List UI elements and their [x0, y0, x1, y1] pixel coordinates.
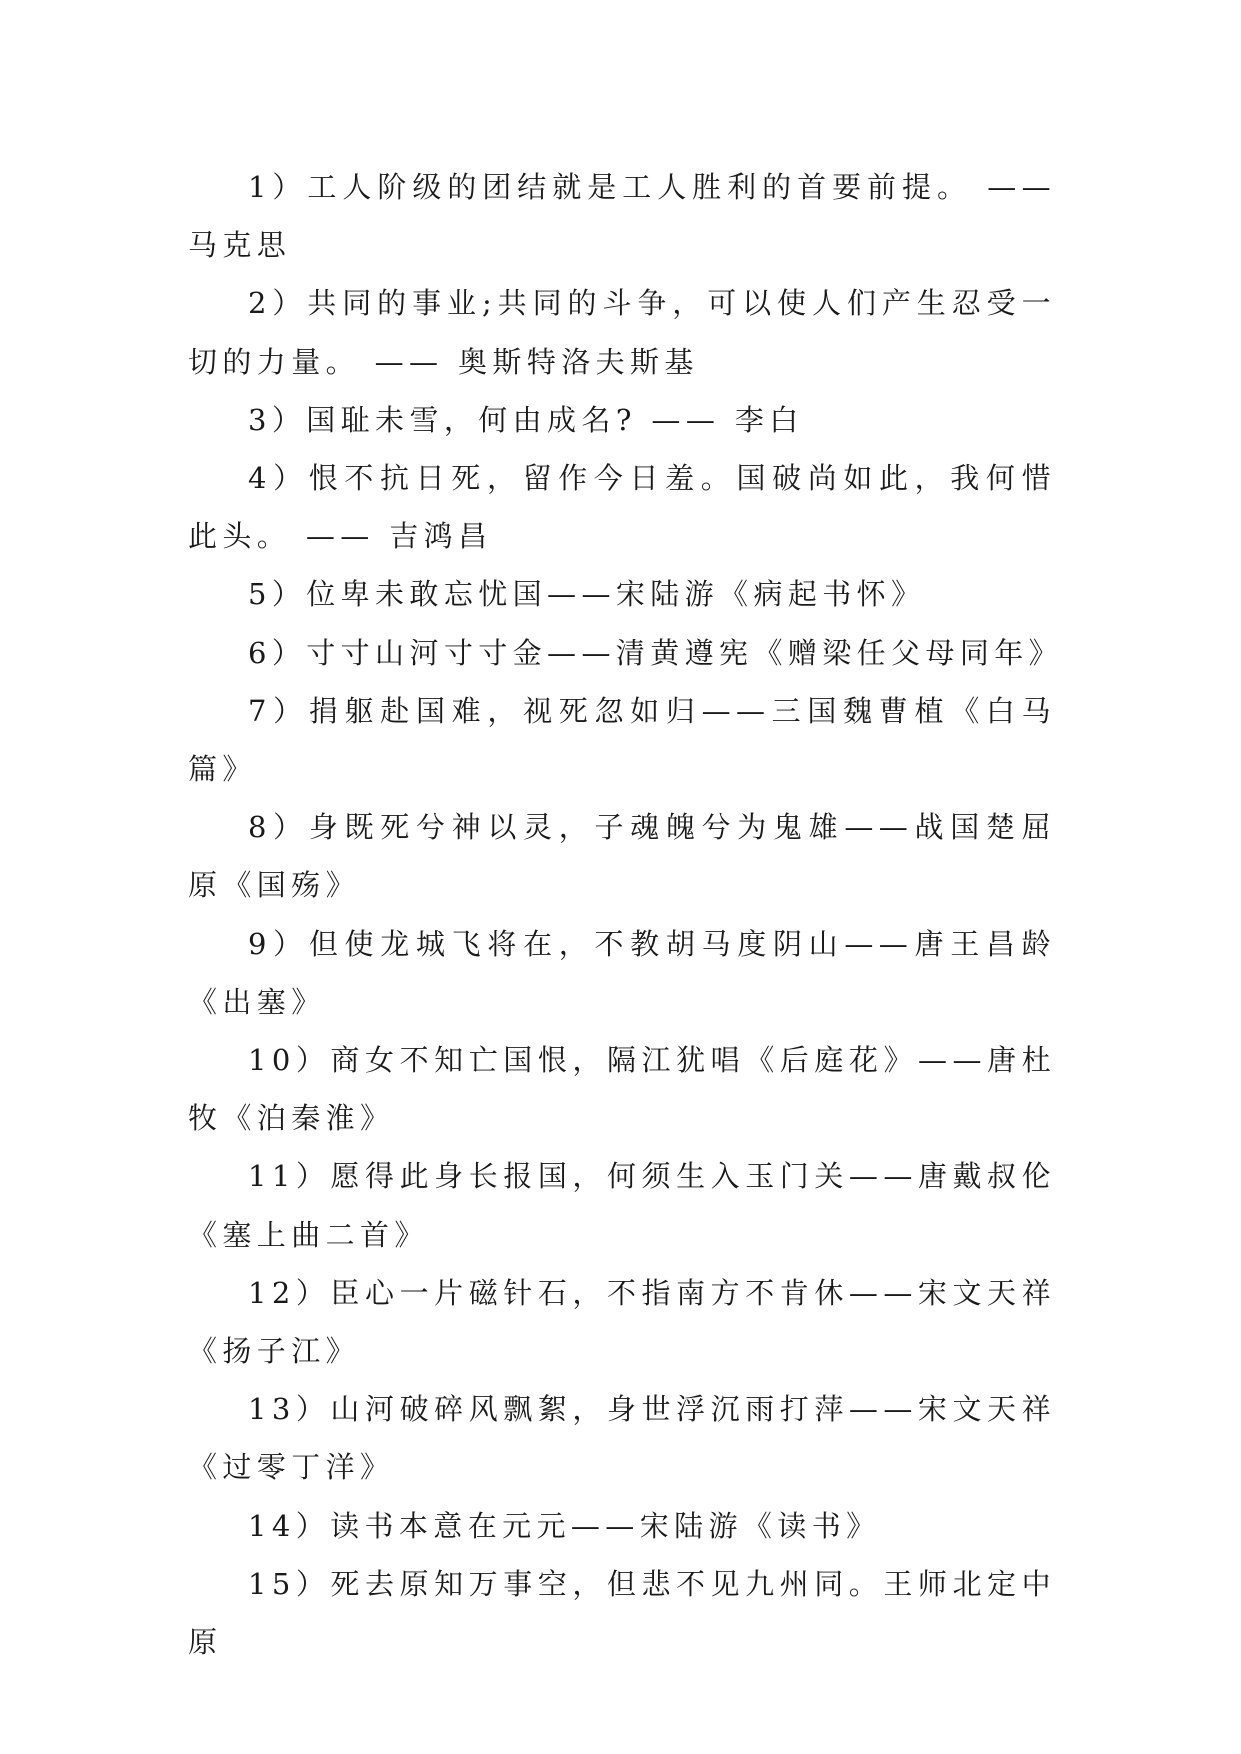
quote-paragraph: 7）捐躯赴国难，视死忽如归——三国魏曹植《白马篇》: [188, 693, 1056, 787]
quote-paragraph: 14）读书本意在元元——宋陆游《读书》: [248, 1508, 881, 1543]
quote-paragraph: 9）但使龙城飞将在，不教胡马度阴山——唐王昌龄《出塞》: [188, 926, 1056, 1019]
quote-paragraph: 4）恨不抗日死，留作今日羞。国破尚如此，我何惜此头。 —— 吉鸿昌: [188, 461, 1056, 554]
quote-paragraph: 13）山河破碎风飘絮，身世浮沉雨打萍——宋文天祥《过零丁洋》: [188, 1392, 1056, 1485]
quote-paragraph: 3）国耻未雪，何由成名? —— 李白: [248, 402, 804, 437]
quote-paragraph: 8）身既死兮神以灵，子魂魄兮为鬼雄——战国楚屈原《国殇》: [188, 810, 1056, 903]
document-body: [188, 158, 1064, 1671]
quote-paragraph: 12）臣心一片磁针石，不指南方不肯休——宋文天祥《扬子江》: [188, 1275, 1056, 1369]
quote-paragraph: 11）愿得此身长报国，何须生入玉门关——唐戴叔伦《塞上曲二首》: [188, 1159, 1056, 1252]
quote-paragraph: 1）工人阶级的团结就是工人胜利的首要前提。 —— 马克思: [188, 170, 1056, 263]
quote-paragraph: 6）寸寸山河寸寸金——清黄遵宪《赠梁任父母同年》: [248, 635, 1064, 670]
quote-paragraph: 15）死去原知万事空，但悲不见九州同。王师北定中原: [188, 1566, 1056, 1660]
quote-paragraph: 10）商女不知亡国恨，隔江犹唱《后庭花》——唐杜牧《泊秦淮》: [188, 1043, 1056, 1136]
quote-paragraph: 2）共同的事业;共同的斗争，可以使人们产生忍受一切的力量。 —— 奥斯特洛夫斯基: [188, 286, 1056, 379]
quote-paragraph: 5）位卑未敢忘忧国——宋陆游《病起书怀》: [248, 577, 926, 612]
